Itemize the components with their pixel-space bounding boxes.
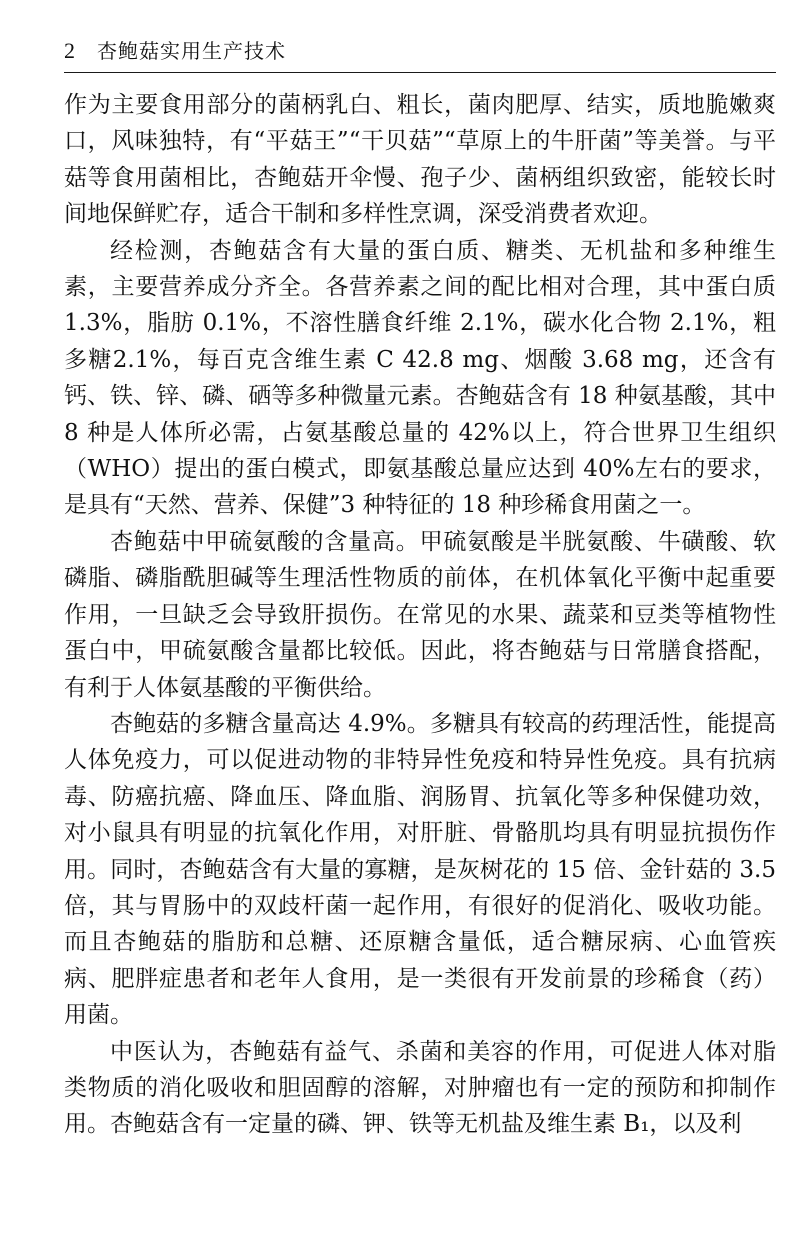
book-page <box>64 38 776 1228</box>
book-title: 杏鲍菇实用生产技术 <box>97 39 286 63</box>
running-header <box>64 38 776 73</box>
paragraph-continued: 作为主要食用部分的菌柄乳白、粗长，菌肉肥厚、结实，质地脆嫩爽口，风味独特，有“平菇王”“干贝菇”“草原上的牛肝菌”等美誉。与平菇等食用菌相比，杏鲍菇开伞慢、孢子少、菌柄组织致密，能较长时间地保鲜贮存，适合干制和多样性烹调，深受消费者欢迎。 <box>64 92 776 228</box>
body-text <box>64 87 776 1143</box>
paragraph-chinese-medicine: 中医认为，杏鲍菇有益气、杀菌和美容的作用，可促进人体对脂类物质的消化吸收和胆固醇的溶解，对肿瘤也有一定的预防和抑制作用。杏鲍菇含有一定量的磷、钾、铁等无机盐及维生素 B₁，以及利 <box>64 1038 776 1138</box>
page-number: 2 <box>64 38 75 63</box>
paragraph-nutrition: 经检测，杏鲍菇含有大量的蛋白质、糖类、无机盐和多种维生素，主要营养成分齐全。各营养素之间的配比相对合理，其中蛋白质1.3%，脂肪 0.1%，不溶性膳食纤维 2.1%，碳水化合物 2.1%，粗多糖2.1%，每百克含维生素 C 42.8 mg、烟酸 3.68 mg，还含有钙、铁、锌、磷、硒等多种微量元素。杏鲍菇含有 18 种氨基酸，其中 8 种是人体所必需，占氨基酸总量的 42%以上，符合世界卫生组织（WHO）提出的蛋白模式，即氨基酸总量应达到 40%左右的要求，是具有“天然、营养、保健”3 种特征的 18 种珍稀食用菌之一。 <box>64 237 776 519</box>
paragraph-polysaccharide: 杏鲍菇的多糖含量高达 4.9%。多糖具有较高的药理活性，能提高人体免疫力，可以促进动物的非特异性免疫和特异性免疫。具有抗病毒、防癌抗癌、降血压、降血脂、润肠胃、抗氧化等多种保健功效，对小鼠具有明显的抗氧化作用，对肝脏、骨骼肌均具有明显抗损伤作用。同时，杏鲍菇含有大量的寡糖，是灰树花的 15 倍、金针菇的 3.5 倍，其与胃肠中的双歧杆菌一起作用，有很好的促消化、吸收功能。而且杏鲍菇的脂肪和总糖、还原糖含量低，适合糖尿病、心血管疾病、肥胖症患者和老年人食用，是一类很有开发前景的珍稀食（药）用菌。 <box>64 710 776 1029</box>
paragraph-methionine: 杏鲍菇中甲硫氨酸的含量高。甲硫氨酸是半胱氨酸、牛磺酸、软磷脂、磷脂酰胆碱等生理活性物质的前体，在机体氧化平衡中起重要作用，一旦缺乏会导致肝损伤。在常见的水果、蔬菜和豆类等植物性蛋白中，甲硫氨酸含量都比较低。因此，将杏鲍菇与日常膳食搭配，有利于人体氨基酸的平衡供给。 <box>64 528 776 701</box>
